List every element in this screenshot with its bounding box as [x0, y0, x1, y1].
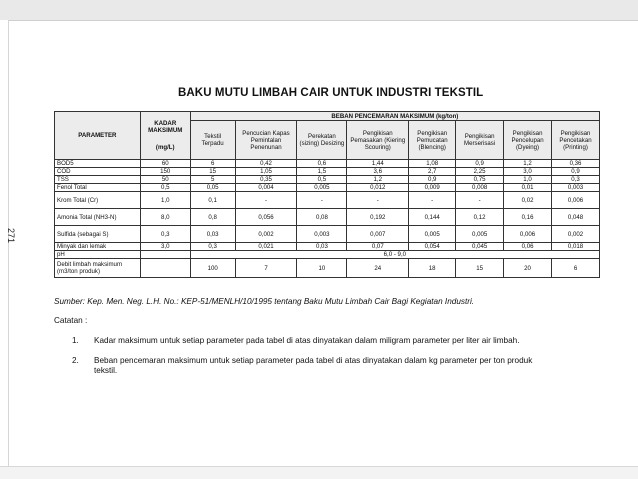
table-cell: 1,44 — [347, 160, 409, 168]
table-cell: 0,01 — [504, 184, 552, 192]
row-parameter: Minyak dan lemak — [55, 243, 141, 251]
table-cell: 0,5 — [297, 176, 347, 184]
header-parameter: PARAMETER — [55, 112, 141, 160]
table-cell: 0,35 — [235, 176, 297, 184]
row-kadar: 50 — [140, 176, 190, 184]
header-beban-col: Pengikisan Pemasakan (Kiering Scouring) — [347, 121, 409, 160]
table-cell: 0,018 — [552, 243, 600, 251]
table-cell: 0,05 — [190, 184, 235, 192]
table-cell: 0,42 — [235, 160, 297, 168]
row-parameter: pH — [55, 251, 141, 259]
table-cell: 10 — [297, 259, 347, 278]
table-cell: 0,3 — [190, 243, 235, 251]
table-cell: 0,003 — [552, 184, 600, 192]
header-kadar — [140, 112, 190, 160]
header-kadar-label: KADAR MAKSIMUM — [148, 120, 183, 134]
header-beban-col: Perekatan (sizing) Desizing — [297, 121, 347, 160]
table-row — [55, 192, 600, 209]
table-cell: 0,056 — [235, 209, 297, 226]
table-cell: 24 — [347, 259, 409, 278]
table-cell: 1,08 — [409, 160, 456, 168]
table-cell: 0,08 — [297, 209, 347, 226]
table-row — [55, 184, 600, 192]
table-cell: 15 — [190, 168, 235, 176]
table-cell: 1,2 — [504, 160, 552, 168]
table-cell: 0,007 — [347, 226, 409, 243]
table-cell: 0,045 — [456, 243, 504, 251]
table-cell: 1,5 — [297, 168, 347, 176]
quality-standard-table — [54, 111, 600, 278]
viewer-bottom-bar — [0, 466, 638, 479]
table-cell: 0,02 — [504, 192, 552, 209]
table-cell: 0,002 — [235, 226, 297, 243]
table-cell: 1,0 — [504, 176, 552, 184]
table-row-ph — [55, 251, 600, 259]
document-title: BAKU MUTU LIMBAH CAIR UNTUK INDUSTRI TEKSTIL — [178, 87, 484, 99]
table-cell: 0,3 — [552, 176, 600, 184]
table-cell: 6 — [190, 160, 235, 168]
row-kadar: 150 — [140, 168, 190, 176]
ph-value: 6,0 - 9,0 — [190, 251, 599, 259]
table-cell: 0,006 — [552, 192, 600, 209]
row-kadar — [140, 259, 190, 278]
table-cell: - — [456, 192, 504, 209]
row-parameter: Debit limbah maksimum (m3/ton produk) — [55, 259, 141, 278]
table-cell: 0,03 — [190, 226, 235, 243]
note-text: Beban pencemaran maksimum untuk setiap parameter pada tabel di atas dinyatakan dalam kg parameter per ton produk tekstil. — [94, 356, 533, 375]
table-cell: 0,6 — [297, 160, 347, 168]
table-cell: 0,021 — [235, 243, 297, 251]
notes-label: Catatan : — [54, 316, 88, 325]
table-cell: 1,2 — [347, 176, 409, 184]
table-cell: 18 — [409, 259, 456, 278]
row-parameter: BOD5 — [55, 160, 141, 168]
table-cell: 15 — [456, 259, 504, 278]
table-cell: 0,03 — [297, 243, 347, 251]
table-cell: 3,0 — [504, 168, 552, 176]
table-cell: 0,9 — [409, 176, 456, 184]
row-kadar — [140, 251, 190, 259]
table-cell: 100 — [190, 259, 235, 278]
table-cell: 0,054 — [409, 243, 456, 251]
table-cell: 0,9 — [456, 160, 504, 168]
note-text: Kadar maksimum untuk setiap parameter pada tabel di atas dinyatakan dalam miligram parameter per liter air limbah. — [94, 336, 520, 345]
header-beban-col: Pengikisan Merserisasi — [456, 121, 504, 160]
table-row-debit — [55, 259, 600, 278]
source-citation: Sumber: Kep. Men. Neg. L.H. No.: KEP-51/MENLH/10/1995 tentang Baku Mutu Limbah Cair Bagi Kegiatan Industri. — [54, 297, 475, 306]
table-cell: 0,9 — [552, 168, 600, 176]
header-beban: BEBAN PENCEMARAN MAKSIMUM (kg/ton) — [190, 112, 599, 121]
table-cell: 20 — [504, 259, 552, 278]
row-parameter: Fenol Total — [55, 184, 141, 192]
row-parameter: COD — [55, 168, 141, 176]
table-cell: 0,07 — [347, 243, 409, 251]
row-parameter: TSS — [55, 176, 141, 184]
table-cell: 0,12 — [456, 209, 504, 226]
row-kadar: 1,0 — [140, 192, 190, 209]
table-cell: 0,8 — [190, 209, 235, 226]
table-cell: 0,005 — [456, 226, 504, 243]
row-parameter: Amonia Total (NH3-N) — [55, 209, 141, 226]
header-beban-col: Tekstil Terpadu — [190, 121, 235, 160]
table-row — [55, 176, 600, 184]
table-cell: 0,006 — [504, 226, 552, 243]
header-beban-col: Pengikisan Pemucatan (Blencing) — [409, 121, 456, 160]
table-cell: 0,003 — [297, 226, 347, 243]
viewer-top-bar — [0, 0, 638, 21]
row-kadar: 3,0 — [140, 243, 190, 251]
header-beban-col: Pengikisan Pencelupan (Dyeing) — [504, 121, 552, 160]
table-cell: 1,05 — [235, 168, 297, 176]
table-cell: 0,009 — [409, 184, 456, 192]
table-cell: 0,008 — [456, 184, 504, 192]
table-cell: 0,1 — [190, 192, 235, 209]
header-beban-col: Pencucian Kapas Pemintalan Penenunan — [235, 121, 297, 160]
table-row — [55, 209, 600, 226]
table-cell: - — [347, 192, 409, 209]
table-row — [55, 160, 600, 168]
table-cell: 0,75 — [456, 176, 504, 184]
table-cell: 0,36 — [552, 160, 600, 168]
table-cell: 0,06 — [504, 243, 552, 251]
row-kadar: 60 — [140, 160, 190, 168]
row-parameter: Sulfida (sebagai S) — [55, 226, 141, 243]
table-cell: 0,004 — [235, 184, 297, 192]
table-cell: 0,005 — [409, 226, 456, 243]
table-cell: - — [235, 192, 297, 209]
table-row — [55, 168, 600, 176]
table-cell: 0,048 — [552, 209, 600, 226]
table-cell: 0,192 — [347, 209, 409, 226]
row-parameter: Krom Total (Cr) — [55, 192, 141, 209]
table-cell: 3,6 — [347, 168, 409, 176]
table-cell: 5 — [190, 176, 235, 184]
header-kadar-unit: (mg/L) — [155, 144, 175, 151]
row-kadar: 0,3 — [140, 226, 190, 243]
table-cell: 2,7 — [409, 168, 456, 176]
table-cell: 0,012 — [347, 184, 409, 192]
row-kadar: 0,5 — [140, 184, 190, 192]
table-row — [55, 226, 600, 243]
table-cell: 7 — [235, 259, 297, 278]
header-beban-col: Pengikisan Pencetakan (Printing) — [552, 121, 600, 160]
table-cell: 0,144 — [409, 209, 456, 226]
row-kadar: 8,0 — [140, 209, 190, 226]
table-cell: 0,002 — [552, 226, 600, 243]
table-cell: 6 — [552, 259, 600, 278]
table-cell: 0,16 — [504, 209, 552, 226]
table-cell: - — [297, 192, 347, 209]
note-number: 2. — [72, 356, 79, 365]
table-row — [55, 243, 600, 251]
page-number: 271 — [6, 228, 16, 244]
table-cell: 2,25 — [456, 168, 504, 176]
note-number: 1. — [72, 336, 79, 345]
table-cell: 0,005 — [297, 184, 347, 192]
table-cell: - — [409, 192, 456, 209]
